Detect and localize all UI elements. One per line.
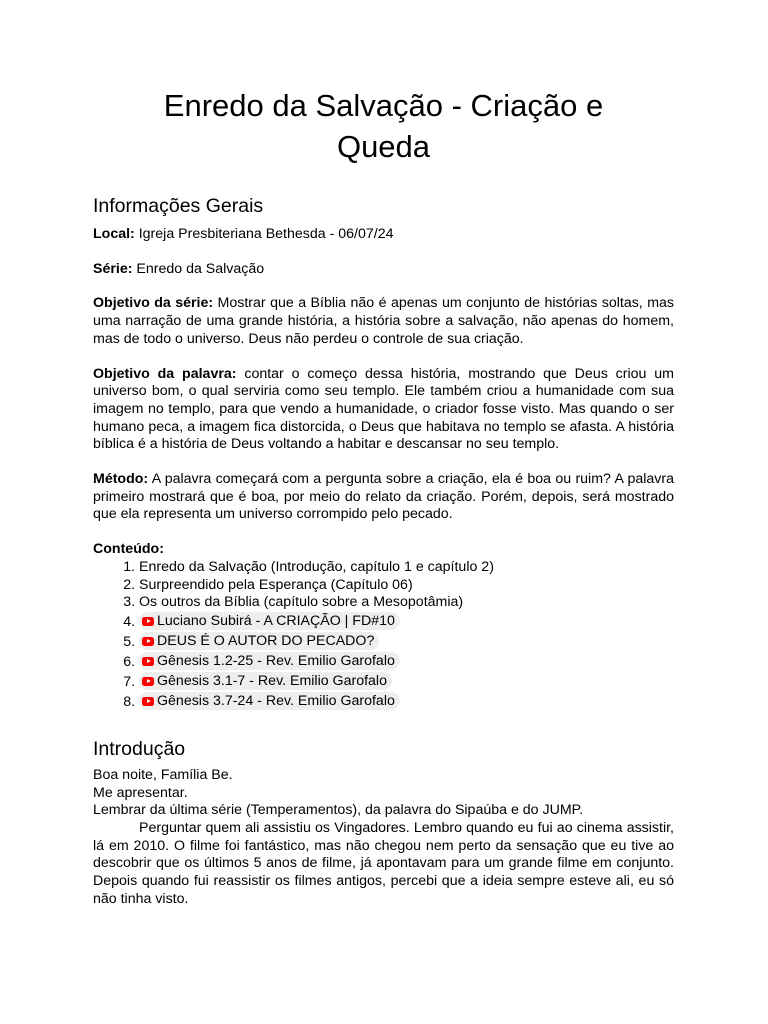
document-page — [93, 0, 674, 909]
objetivo-serie-value: Mostrar que a Bíblia não é apenas um conjunto de histórias soltas, mas uma narração de uma grande história, a história sobre a salvação, não apenas do homem, mas de todo o universo. Deus não perdeu o controle de sua criação. — [93, 295, 675, 347]
local-value: Igreja Presbiteriana Bethesda - 06/07/24 — [134, 226, 394, 242]
objetivo-serie-paragraph — [93, 295, 674, 348]
metodo-value: A palavra começará com a pergunta sobre a criação, ela é boa ou ruim? A palavra primeiro mostrará que é boa, por meio do relato da criação. Porém, depois, será mostrado que ela representa um universo corrompido pelo pecado. — [93, 471, 674, 523]
serie-value: Enredo da Salvação — [132, 260, 265, 277]
youtube-link-text: 6. Gênesis 1.2-25 - Rev. Emilio Garofalo — [157, 653, 395, 670]
serie-label: Série: — [93, 260, 133, 277]
youtube-link-chip[interactable] — [139, 692, 400, 710]
list-item-text: Enredo da Salvação (Introdução, capítulo 1 e capítulo 2) — [139, 558, 494, 575]
list-item — [139, 652, 674, 672]
list-item-text: Os outros da Bíblia (capítulo sobre a Mesopotâmia) — [139, 594, 464, 611]
section-heading-intro: Introdução — [93, 737, 186, 760]
local-line — [93, 226, 674, 244]
objetivo-serie-label: Objetivo da série: — [93, 295, 214, 312]
intro-line: Boa noite, Família Be. — [93, 766, 233, 783]
youtube-link-text: 8. Gênesis 3.7-24 - Rev. Emilio Garofalo — [157, 693, 395, 710]
youtube-icon — [142, 617, 154, 626]
youtube-link-chip[interactable] — [139, 612, 400, 630]
list-item — [139, 612, 674, 632]
youtube-link-chip[interactable] — [139, 652, 400, 670]
intro-line: Me apresentar. — [93, 784, 188, 801]
intro-line: Lembrar da última série (Temperamentos), da palavra do Sipaúba e do JUMP. — [93, 802, 584, 819]
youtube-link-chip[interactable] — [139, 672, 392, 690]
youtube-icon — [142, 677, 154, 686]
youtube-link-text: 4. Luciano Subirá - A CRIAÇÃO | FD#10 — [157, 613, 395, 630]
list-item — [139, 692, 674, 712]
conteudo-label: Conteúdo: — [93, 541, 164, 558]
youtube-link-chip[interactable] — [139, 632, 379, 650]
list-item — [139, 559, 674, 577]
content-list — [93, 559, 674, 712]
serie-line — [93, 261, 674, 279]
youtube-icon — [142, 637, 154, 646]
document-title: Enredo da Salvação - Criação e Queda — [163, 88, 604, 164]
list-item — [139, 672, 674, 692]
list-item — [139, 632, 674, 652]
metodo-paragraph — [93, 471, 674, 524]
youtube-icon — [142, 697, 154, 706]
objetivo-palavra-value: contar o começo dessa história, mostrando que Deus criou um universo bom, o qual serviria como seu templo. Ele também criou a humanidade com sua imagem no templo, para que vendo a humanidade, o criador fosse visto. Mas quando o ser humano peca, a imagem fica distorcida, o Deus que habitava no templo se afasta. A história bíblica é a história de Deus voltando a habitar e descansar no seu templo. — [93, 365, 675, 453]
youtube-link-text: 7. Gênesis 3.1-7 - Rev. Emilio Garofalo — [157, 673, 387, 690]
objetivo-palavra-paragraph — [93, 366, 674, 455]
intro-paragraph: Perguntar quem ali assistiu os Vingadores. Lembro quando eu fui ao cinema assistir, lá em 2010. O filme foi fantástico, mas não chegou nem perto da sensação que eu tive ao descobrir que os últimos 5 anos de filme, já apontavam para um grande filme em conjunto. Depois quando fui reassistir os filmes antigos, percebi que a ideia sempre esteve ali, eu só não tinha visto. — [93, 820, 674, 907]
section-heading-general: Informações Gerais — [93, 195, 264, 217]
conteudo-line — [93, 541, 674, 559]
youtube-icon — [142, 657, 154, 666]
youtube-link-text: 5. DEUS É O AUTOR DO PECADO? — [157, 633, 375, 650]
local-label: Local: — [93, 226, 135, 242]
objetivo-palavra-label: Objetivo da palavra: — [93, 365, 237, 382]
list-item-text: Surpreendido pela Esperança (Capítulo 06) — [139, 576, 413, 593]
list-item — [139, 577, 674, 595]
metodo-label: Método: — [93, 471, 149, 488]
list-item — [139, 594, 674, 612]
